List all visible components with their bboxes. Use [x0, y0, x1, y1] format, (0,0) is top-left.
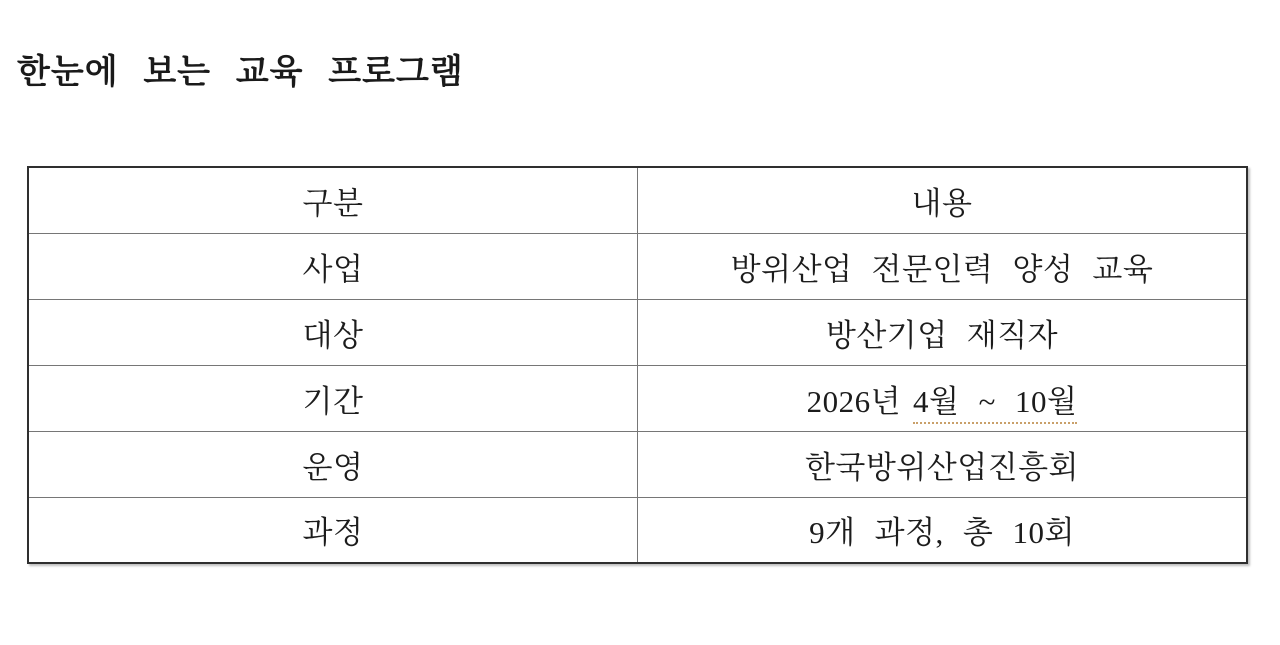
table-header-content: 내용 — [638, 167, 1248, 233]
table-row-target — [28, 299, 1247, 365]
row-value-cell: 9개 과정, 총 10회 — [638, 497, 1248, 563]
row-value-cell: 한국방위산업진흥회 — [638, 431, 1248, 497]
row-label-cell: 대상 — [28, 299, 638, 365]
table-header-row — [28, 167, 1247, 233]
row-label-cell: 기간 — [28, 365, 638, 431]
row-value-cell — [638, 365, 1248, 431]
row-label-cell: 사업 — [28, 233, 638, 299]
table-row-period — [28, 365, 1247, 431]
table-row-operator — [28, 431, 1247, 497]
row-value-cell: 방산기업 재직자 — [638, 299, 1248, 365]
program-summary-table — [27, 166, 1248, 564]
row-value-cell: 방위산업 전문인력 양성 교육 — [638, 233, 1248, 299]
table-row-courses — [28, 497, 1247, 563]
period-range-underlined: 4월 ~ 10월 — [913, 384, 1077, 424]
row-label-cell: 운영 — [28, 431, 638, 497]
table-header-category: 구분 — [28, 167, 638, 233]
row-label-cell: 과정 — [28, 497, 638, 563]
page-title: 한눈에 보는 교육 프로그램 — [17, 54, 464, 91]
table-row-business — [28, 233, 1247, 299]
period-year: 2026년 — [806, 383, 902, 419]
